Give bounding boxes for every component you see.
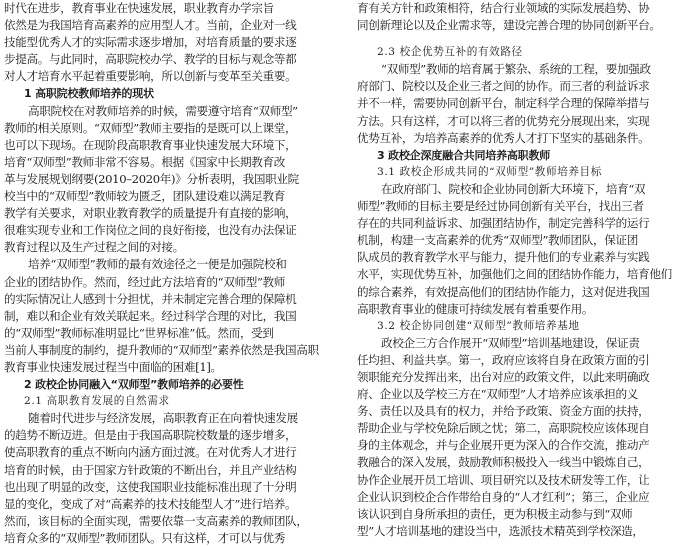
subsection-heading: 3.2 校企协同创建“双师型”教师培养基地: [377, 319, 580, 332]
paragraph-first-line: 在政府部门、院校和企业协同创新大环境下，培育“双: [381, 181, 646, 196]
text-line: 然而，该目标的全面实现，需要依靠一支高素养的教师团队，: [4, 513, 308, 528]
paragraph-first-line: “双师型”教师的培育属于繁杂、系统的工程，要加强政: [381, 62, 651, 77]
text-line: 也可以下现场。在现阶段高职教育事业快速发展大环境下，: [4, 137, 297, 152]
text-line: 使高职教育的重点不断向内涵方面过渡。在对优秀人才进行: [4, 445, 297, 460]
text-line: 革与发展规划纲要(2010–2020年)》分析表明，我国职业院: [4, 171, 299, 186]
text-line: 育有关方针和政策相符，结合行业领域的实际发展趋势、协: [357, 1, 650, 15]
text-line: 领职能充分发挥出来，出台对应的政策文件，以此来明确政: [357, 369, 650, 384]
text-line: 府、企业以及学校三方在“双师型”人才培养应该承担的义: [357, 387, 639, 402]
text-line: 该认识到自身所承担的责任，更为积极主动参与到“双师: [357, 506, 633, 521]
text-line: 府部门、院校以及企业三者之间的协作。而三者的利益诉求: [357, 79, 650, 94]
text-line: 制，难以和企业有效关联起来。经过科学合理的对比，我国: [4, 308, 297, 323]
text-line: 同创新理论以及企业需求等，建设完善合理的协同创新平台。: [357, 18, 661, 33]
text-line: 培育众多的“双师型”教师团队。只有这样，才可以与优秀: [4, 530, 286, 545]
paragraph-first-line: 培养“双师型”教师的最有效途径之一便是加强院校和: [28, 257, 287, 272]
text-line: 队成员的教育教学水平与能力，提升他们的专业素养与实践: [357, 250, 650, 265]
paragraph-first-line: 政校企三方合作展开“双师型”培训基地建设，保证责: [381, 335, 640, 350]
text-line: 的“双师型”教师标准明显比“世界标准”低。然而，受到: [4, 325, 274, 340]
text-line: 显的变化，变成了对“高素养的技术技能型人才”进行培养。: [4, 496, 297, 511]
text-line: 的趋势不断迈进。但是由于我国高职院校数量的逐步增多，: [4, 428, 297, 443]
text-line: 帮助企业与学校免除后顾之忧；第二，高职院校应该体现自: [357, 421, 650, 436]
text-line: 时代在进步，教育事业在快速发展，职业教育办学宗旨: [4, 1, 274, 15]
text-line: 企业的团结协作。然而，经过此方法培育的“双师型”教师: [4, 274, 286, 289]
text-line: 企业认识到校企合作带给自身的“人才红利”；第三，企业应: [357, 489, 650, 504]
text-line: 也出现了明显的改变，这使我国职业技能标准出现了十分明: [4, 479, 297, 494]
text-line: 培育“双师型”教师非常不容易。根据《国家中长期教育改: [4, 154, 286, 169]
text-line: 的综合素养，有效提高他们的团结协作能力，这对促进我国: [357, 284, 650, 299]
text-line: 务、责任以及具有的权力，并给予政策、资金方面的扶持，: [357, 404, 650, 419]
section-heading: 1 高职院校教师培养的现状: [24, 87, 154, 101]
text-line: 依然是为我国培育高素养的应用型人才。当前，企业对一线: [4, 18, 297, 33]
text-line: 高职教育事业的健康可持续发展有着重要作用。: [357, 301, 594, 316]
text-line: 师型”教师的目标主要是经过协同创新有关平台，找出三者: [357, 199, 644, 214]
text-line: 身的主体观念，并与企业展开更为深入的合作交流，推动产: [357, 438, 650, 453]
subsection-heading: 3.1 政校企形成共同的“双师型”教师培养目标: [377, 165, 602, 178]
text-line: 存在的共同利益诉求、加强团结协作，制定完善科学的运行: [357, 216, 650, 231]
text-line: 当前人事制度的制约，提升教师的“双师型”素养依然是我国高职: [4, 342, 319, 357]
left-text-column: [4, 0, 340, 547]
text-line: 机制，构建一支高素养的优秀“双师型”教师团队，保证团: [357, 233, 639, 248]
text-line: 教学有关要求，对职业教育教学的质量提升有直接的影响，: [4, 206, 297, 221]
text-line: 的实际情况让人感到十分担忧，并未制定完善合理的保障机: [4, 291, 297, 306]
text-line: 很难实现专业和工作岗位之间的良好衔接，也没有办法保证: [4, 223, 297, 238]
subsection-heading: 2.1 高职教育发展的自然需求: [24, 395, 170, 408]
text-line: 教育事业快速发展过程当中面临的困难[1]。: [4, 359, 222, 374]
text-line: 水平，实现优势互补，加强他们之间的团结协作能力，培育他们: [357, 267, 672, 282]
text-line: 教育过程以及生产过程之间的对接。: [4, 240, 184, 255]
text-line: 技能型优秀人才的实际需求逐步增加，对培育质量的要求逐: [4, 35, 297, 50]
right-text-column: [357, 0, 694, 540]
text-line: 方法。只有这样，才可以将三者的优势充分展现出来，实现: [357, 113, 650, 128]
paragraph-first-line: 随着时代进步与经济发展，高职教育正在向着快速发展: [28, 411, 298, 426]
section-heading: 3 政校企深度融合共同培养高职教师: [377, 148, 551, 162]
text-line: 对人才培育水平起着重要影响，所以创新与变革至关重要。: [4, 69, 297, 84]
text-line: 教师的相关原则。“双师型”教师主要指的是既可以上课堂，: [4, 120, 297, 135]
text-line: 培育的时候，由于国家方针政策的不断出台，并且产业结构: [4, 462, 297, 477]
section-heading: 2 政校企协同融入“双师型”教师培养的必要性: [24, 378, 244, 392]
text-line: 教融合的深入发展，鼓励教师积极投入一线当中锻炼自己，: [357, 455, 650, 470]
text-line: 型”人才培训基地的建设当中，选派技术精英到学校深造，: [357, 523, 644, 538]
paragraph-first-line: 高职院校在对教师培养的时候，需要遵守培育“双师型”: [28, 103, 298, 118]
text-line: 优势互补，为培养高素养的优秀人才打下坚实的基础条件。: [357, 130, 650, 145]
text-line: 并不一样，需要协同创新平台，制定科学合理的保障举措与: [357, 96, 650, 111]
spacer: [357, 34, 694, 44]
text-line: 协作企业展开员工培训、项目研究以及技术研发等工作，让: [357, 472, 650, 487]
subsection-heading: 2.3 校企优势互补的有效路径: [377, 46, 523, 59]
text-line: 任均担、利益共享。第一，政府应该将自身在政策方面的引: [357, 352, 650, 367]
text-line: 校当中的“双师型”教师较为匮乏，团队建设难以满足教育: [4, 189, 286, 204]
text-line: 步提高。与此同时，高职院校办学、教学的目标与观念等都: [4, 52, 297, 67]
